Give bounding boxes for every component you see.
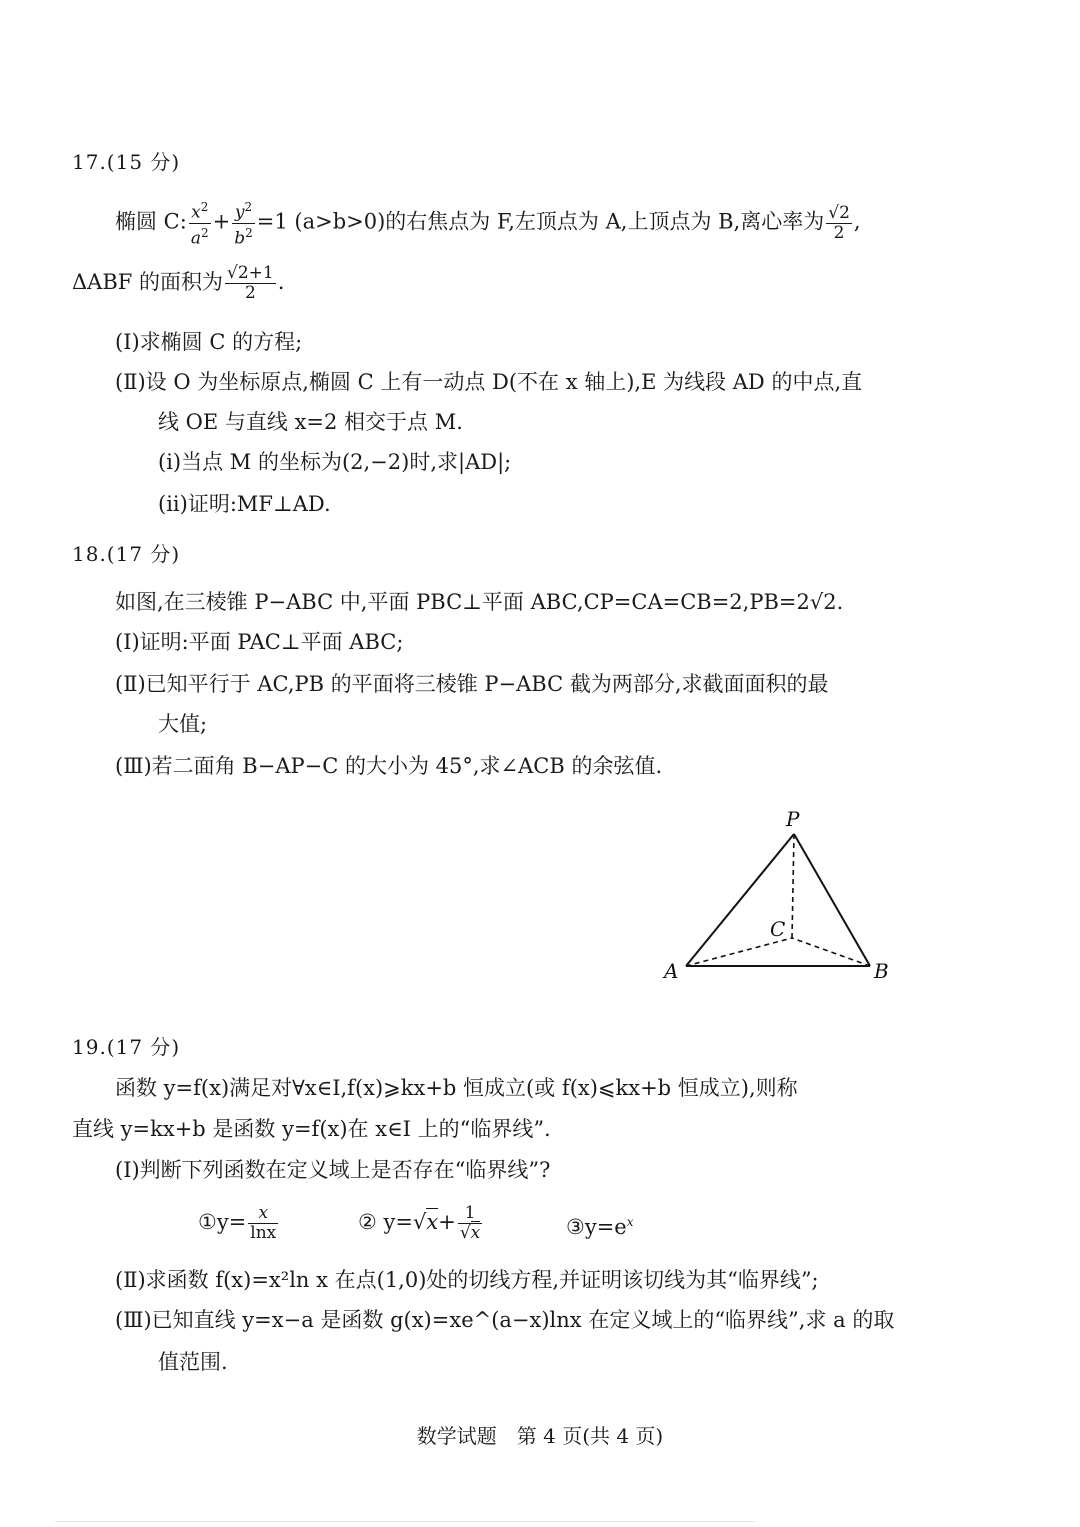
q19-stem-line2: 直线 y=kx+b 是函数 y=f(x)在 x∈I 上的“临界线”. [72, 1117, 551, 1141]
tetrahedron-figure [650, 800, 910, 990]
edge-PC [792, 834, 794, 938]
q19-header: 19.(17 分) [72, 1035, 181, 1059]
q19-part3-line1: (Ⅲ)已知直线 y=x−a 是函数 g(x)=xe^(a−x)lnx 在定义域上的“临界线”,求 a 的取 [115, 1308, 895, 1332]
q17-area-text: ΔABF 的面积为 [72, 270, 224, 294]
q17-part2-line2: 线 OE 与直线 x=2 相交于点 M. [158, 410, 463, 434]
q19-function-2: ② y=√x+ $\frac{1}{√x}$ [358, 1203, 481, 1243]
q17-stem-prefix: 椭圆 C: [115, 209, 187, 234]
vertex-label-P: P [786, 807, 800, 831]
q17-stem-line2: ΔABF 的面积为 $\frac{√2+1}{2}$ . [72, 263, 285, 303]
q18-part1: (Ⅰ)证明:平面 PAC⊥平面 ABC; [115, 630, 404, 654]
q17-part2-i: (i)当点 M 的坐标为(2,−2)时,求|AD|; [158, 450, 512, 474]
q18-part3: (Ⅲ)若二面角 B−AP−C 的大小为 45°,求∠ACB 的余弦值. [115, 754, 663, 778]
edge-PB [794, 834, 870, 966]
edge-AC [686, 938, 792, 966]
q19-function-1: ①y= $\frac{x}{\ln x}$ [198, 1203, 277, 1243]
q19-part1: (Ⅰ)判断下列函数在定义域上是否存在“临界线”? [115, 1158, 551, 1182]
q18-header: 18.(17 分) [72, 542, 181, 566]
q19-part3-line2: 值范围. [158, 1350, 228, 1374]
q17-stem-rest: =1 (a>b>0)的右焦点为 F,左顶点为 A,上顶点为 B,离心率为 [256, 209, 825, 234]
q19-stem-line1: 函数 y=f(x)满足对∀x∈I,f(x)⩾kx+b 恒成立(或 f(x)⩽kx+b 恒成立),则称 [115, 1076, 798, 1100]
q19-function-3: $③y=e^x$ [566, 1215, 634, 1239]
q17-part1: (Ⅰ)求椭圆 C 的方程; [115, 330, 303, 354]
q18-stem: 如图,在三棱锥 P−ABC 中,平面 PBC⊥平面 ABC,CP=CA=CB=2,PB=2√2. [115, 590, 844, 614]
q17-header: 17.(15 分) [72, 150, 181, 174]
q17-frac-y: $\frac{y^2}{b^2}$ [234, 200, 253, 249]
page-footer: 数学试题 第 4 页(共 4 页) [416, 1424, 664, 1448]
vertex-label-B: B [874, 959, 889, 983]
bottom-divider [55, 1521, 755, 1522]
q17-eccentricity: $\frac{√2}{2}$ [828, 202, 850, 243]
q17-stem-line1: 椭圆 C: $\frac{x^2}{a^2}$ + $\frac{y^2}{b^2}$ =1 (a>b>0)的右焦点为 F,左顶点为 A,上顶点为 B,离心率为 $\frac{√2}{2}$ , [115, 200, 861, 249]
q19-part2: (Ⅱ)求函数 f(x)=x²ln x 在点(1,0)处的切线方程,并证明该切线为其“临界线”; [115, 1268, 819, 1292]
vertex-label-C: C [770, 917, 786, 941]
q17-area-frac: $\frac{√2+1}{2}$ [227, 263, 274, 303]
q18-part2-line1: (Ⅱ)已知平行于 AC,PB 的平面将三棱锥 P−ABC 截为两部分,求截面面积的最 [115, 672, 829, 696]
edge-PA [686, 834, 794, 966]
edge-BC [792, 938, 870, 966]
q18-part2-line2: 大值; [158, 712, 208, 736]
q17-part2-line1: (Ⅱ)设 O 为坐标原点,椭圆 C 上有一动点 D(不在 x 轴上),E 为线段 AD 的中点,直 [115, 370, 863, 394]
vertex-label-A: A [664, 959, 679, 983]
q17-frac-x: $\frac{x^2}{a^2}$ [190, 200, 209, 249]
q17-part2-ii: (ii)证明:MF⊥AD. [158, 492, 331, 516]
